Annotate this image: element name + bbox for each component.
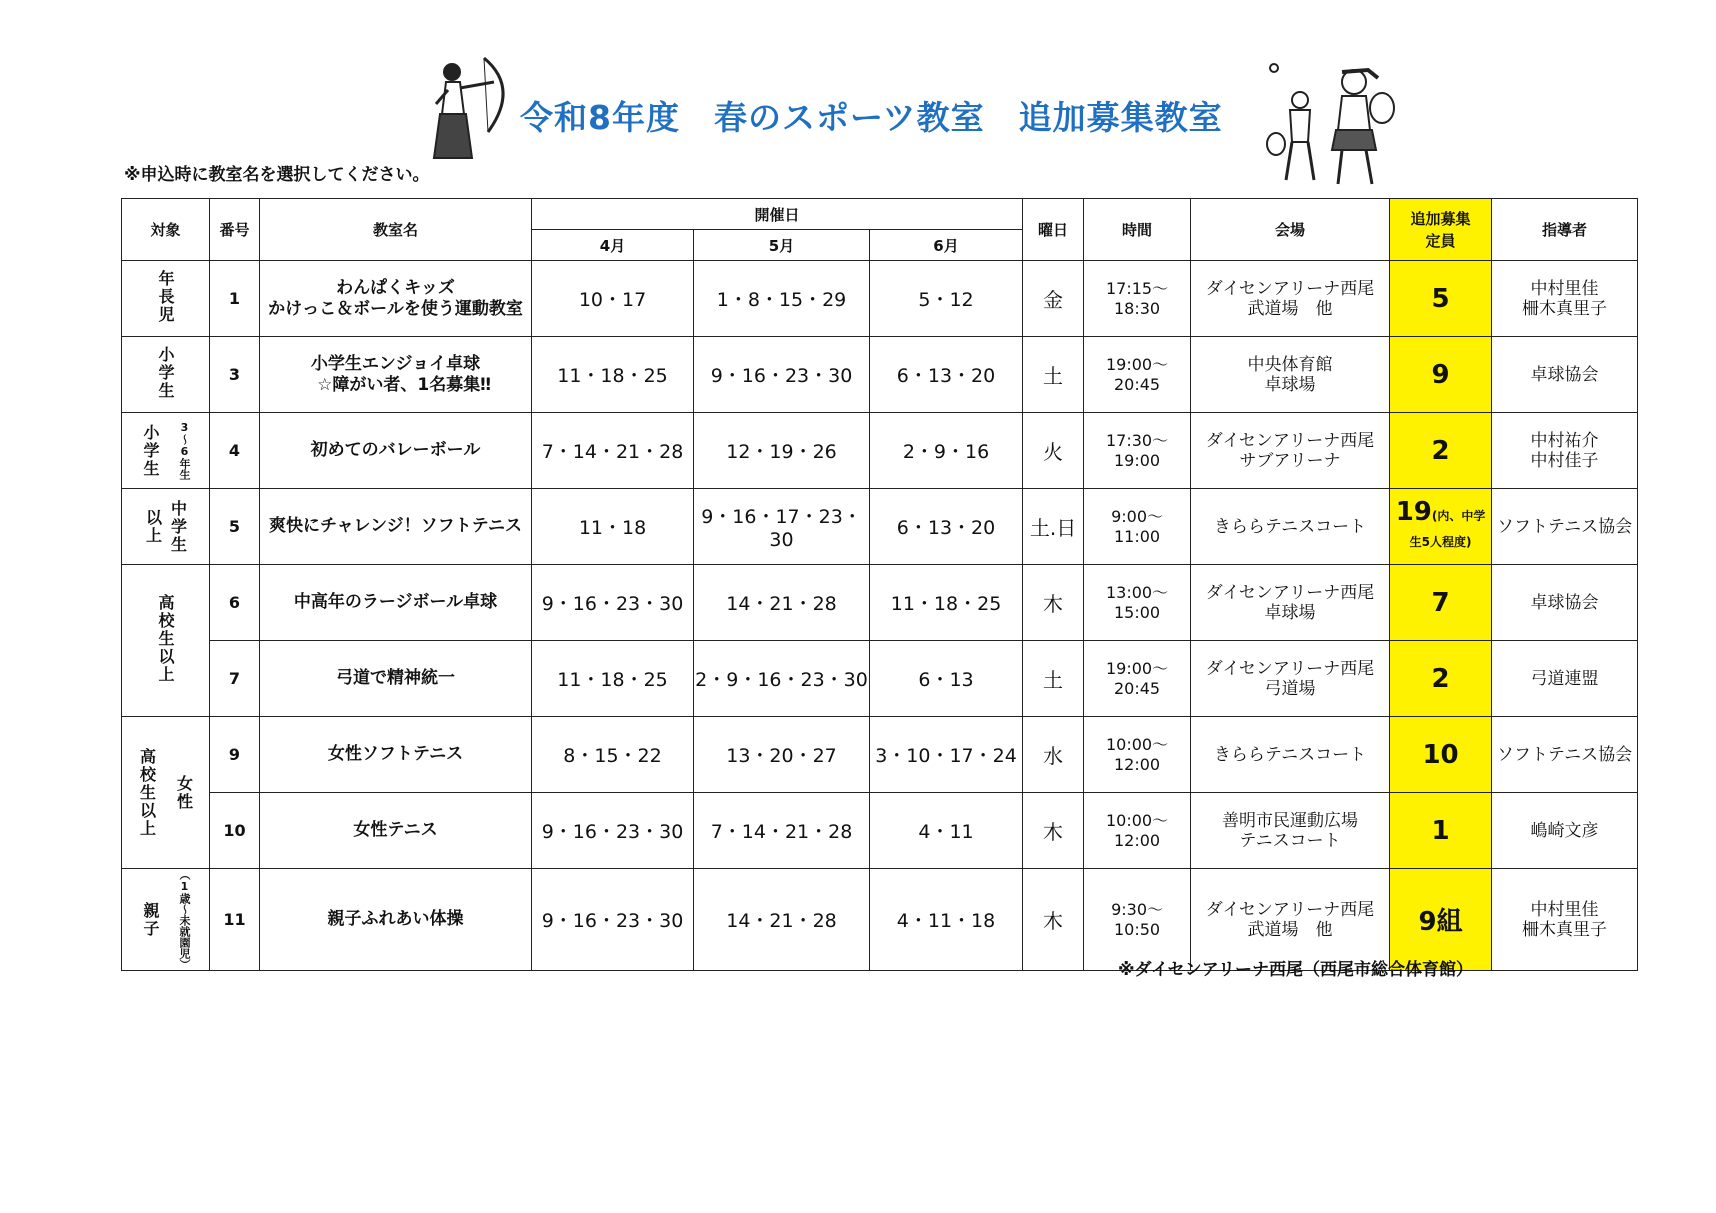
venue <box>1191 261 1390 337</box>
time-start: 17:15〜 <box>1105 278 1169 298</box>
weekday: 木 <box>1023 565 1084 641</box>
june-dates: 6・13・20 <box>870 337 1023 413</box>
class-name-line1: 小学生エンジョイ卓球 <box>310 353 481 374</box>
table-row <box>122 717 1638 793</box>
venue: きららテニスコート <box>1191 489 1390 565</box>
weekday: 土 <box>1023 337 1084 413</box>
venue-line1: ダイセンアリーナ西尾 <box>1205 430 1375 451</box>
april-dates: 9・16・23・30 <box>532 565 694 641</box>
class-number: 9 <box>210 717 260 793</box>
time-end: 20:45 <box>1113 374 1161 394</box>
time-start: 10:00〜 <box>1105 810 1169 830</box>
instructor: 卓球協会 <box>1492 565 1638 641</box>
april-dates: 9・16・23・30 <box>532 793 694 869</box>
june-dates: 5・12 <box>870 261 1023 337</box>
class-name: 弓道で精神統一 <box>260 641 532 717</box>
venue <box>1191 793 1390 869</box>
header-number: 番号 <box>210 199 260 261</box>
tennis-players-illustration <box>1258 60 1398 190</box>
header-april: 4月 <box>532 230 694 261</box>
instructor-line1: 中村里佳 <box>1530 899 1599 920</box>
class-name: 爽快にチャレンジ！ソフトテニス <box>260 489 532 565</box>
class-number: 5 <box>210 489 260 565</box>
target-cell <box>122 717 210 869</box>
time <box>1084 337 1191 413</box>
class-number: 11 <box>210 869 260 971</box>
capacity: 2 <box>1390 641 1492 717</box>
class-name: 中高年のラージボール卓球 <box>260 565 532 641</box>
may-dates: 2・9・16・23・30 <box>694 641 870 717</box>
class-number: 10 <box>210 793 260 869</box>
class-name: 親子ふれあい体操 <box>260 869 532 971</box>
time-start: 9:00〜 <box>1111 506 1163 526</box>
class-number: 6 <box>210 565 260 641</box>
venue <box>1191 413 1390 489</box>
instructor <box>1492 413 1638 489</box>
time-start: 9:30〜 <box>1111 899 1163 919</box>
target-label: 中学生 <box>168 499 188 554</box>
venue-line1: ダイセンアリーナ西尾 <box>1205 899 1375 920</box>
target-label: 高校生以上 <box>137 747 157 838</box>
class-name <box>260 261 532 337</box>
table-row <box>122 641 1638 717</box>
instructor: ソフトテニス協会 <box>1492 489 1638 565</box>
instructor-line2: 中村佳子 <box>1530 450 1599 471</box>
time-start: 13:00〜 <box>1105 582 1169 602</box>
capacity: 9 <box>1390 337 1492 413</box>
venue <box>1191 641 1390 717</box>
time-end: 12:00 <box>1113 830 1161 850</box>
header-time: 時間 <box>1084 199 1191 261</box>
class-number: 4 <box>210 413 260 489</box>
instructor-line1: 中村里佳 <box>1530 278 1599 299</box>
time <box>1084 565 1191 641</box>
capacity: 9組 <box>1390 869 1492 971</box>
header-class-name: 教室名 <box>260 199 532 261</box>
header-june: 6月 <box>870 230 1023 261</box>
may-dates: 13・20・27 <box>694 717 870 793</box>
time-end: 15:00 <box>1113 602 1161 622</box>
june-dates: 11・18・25 <box>870 565 1023 641</box>
target-cell <box>122 413 210 489</box>
capacity: 1 <box>1390 793 1492 869</box>
time <box>1084 489 1191 565</box>
time <box>1084 261 1191 337</box>
header-instructor: 指導者 <box>1492 199 1638 261</box>
instructor-line2: 柵木真里子 <box>1522 298 1608 319</box>
instructor <box>1492 869 1638 971</box>
may-dates: 14・21・28 <box>694 869 870 971</box>
class-name: 女性テニス <box>260 793 532 869</box>
class-name <box>260 337 532 413</box>
class-number: 7 <box>210 641 260 717</box>
april-dates: 8・15・22 <box>532 717 694 793</box>
table-row <box>122 489 1638 565</box>
target-cell <box>122 337 210 413</box>
target-label: 小学生 <box>141 423 160 478</box>
target-label: 以上 <box>143 508 163 545</box>
june-dates: 6・13 <box>870 641 1023 717</box>
venue-line1: ダイセンアリーナ西尾 <box>1205 278 1375 299</box>
venue-line2: 武道場 他 <box>1247 298 1333 319</box>
venue-line2: サブアリーナ <box>1239 450 1341 471</box>
table-row <box>122 793 1638 869</box>
may-dates: 1・8・15・29 <box>694 261 870 337</box>
june-dates: 6・13・20 <box>870 489 1023 565</box>
capacity <box>1390 489 1492 565</box>
header-capacity-line2: 定員 <box>1425 231 1456 250</box>
capacity: 10 <box>1390 717 1492 793</box>
header-target: 対象 <box>122 199 210 261</box>
may-dates: 12・19・26 <box>694 413 870 489</box>
time <box>1084 793 1191 869</box>
header-may: 5月 <box>694 230 870 261</box>
capacity: 2 <box>1390 413 1492 489</box>
weekday: 木 <box>1023 869 1084 971</box>
note-select-class: ※申込時に教室名を選択してください。 <box>124 165 430 185</box>
class-name-line2: かけっこ＆ボールを使う運動教室 <box>268 298 523 319</box>
april-dates: 10・17 <box>532 261 694 337</box>
venue: きららテニスコート <box>1191 717 1390 793</box>
time <box>1084 641 1191 717</box>
june-dates: 4・11 <box>870 793 1023 869</box>
header-venue: 会場 <box>1191 199 1390 261</box>
target-sublabel: （1歳〜未就園児） <box>178 869 191 970</box>
instructor-line1: 中村祐介 <box>1530 430 1599 451</box>
archer-illustration <box>428 54 528 164</box>
venue-line1: ダイセンアリーナ西尾 <box>1205 658 1375 679</box>
time-end: 18:30 <box>1113 298 1161 318</box>
schedule-table <box>121 198 1638 971</box>
time <box>1084 413 1191 489</box>
june-dates: 4・11・18 <box>870 869 1023 971</box>
instructor-line2: 柵木真里子 <box>1522 919 1608 940</box>
time-start: 19:00〜 <box>1105 354 1169 374</box>
venue-line1: 中央体育館 <box>1247 354 1333 375</box>
header-dates: 開催日 <box>532 199 1023 230</box>
may-dates: 9・16・17・23・30 <box>694 489 870 565</box>
target-cell <box>122 261 210 337</box>
weekday: 火 <box>1023 413 1084 489</box>
capacity: 7 <box>1390 565 1492 641</box>
venue-line2: 弓道場 <box>1264 678 1316 699</box>
time-start: 17:30〜 <box>1105 430 1169 450</box>
target-sublabel: 女性 <box>174 774 194 811</box>
time-end: 10:50 <box>1113 919 1161 939</box>
time-start: 10:00〜 <box>1105 734 1169 754</box>
weekday: 土 <box>1023 641 1084 717</box>
weekday: 水 <box>1023 717 1084 793</box>
header-capacity-line1: 追加募集 <box>1410 209 1471 228</box>
page-title: 令和8年度 春のスポーツ教室 追加募集教室 <box>520 98 1223 137</box>
target-cell <box>122 565 210 717</box>
april-dates: 7・14・21・28 <box>532 413 694 489</box>
venue-line2: 卓球場 <box>1264 374 1316 395</box>
venue <box>1191 565 1390 641</box>
april-dates: 11・18・25 <box>532 641 694 717</box>
june-dates: 2・9・16 <box>870 413 1023 489</box>
venue-line2: 武道場 他 <box>1247 919 1333 940</box>
table-row <box>122 337 1638 413</box>
may-dates: 14・21・28 <box>694 565 870 641</box>
header-weekday: 曜日 <box>1023 199 1084 261</box>
target-sublabel: 3〜6年生 <box>178 421 191 480</box>
table-row <box>122 261 1638 337</box>
target-cell <box>122 489 210 565</box>
class-name: 女性ソフトテニス <box>260 717 532 793</box>
april-dates: 11・18・25 <box>532 337 694 413</box>
time-end: 12:00 <box>1113 754 1161 774</box>
class-name-line2: ☆障がい者、1名募集‼ <box>300 374 491 395</box>
weekday: 金 <box>1023 261 1084 337</box>
venue-line2: 卓球場 <box>1264 602 1316 623</box>
capacity: 5 <box>1390 261 1492 337</box>
time-start: 19:00〜 <box>1105 658 1169 678</box>
instructor: 嶋崎文彦 <box>1492 793 1638 869</box>
april-dates: 9・16・23・30 <box>532 869 694 971</box>
april-dates: 11・18 <box>532 489 694 565</box>
time <box>1084 717 1191 793</box>
instructor: 弓道連盟 <box>1492 641 1638 717</box>
capacity-value: 19 <box>1395 496 1432 527</box>
instructor: 卓球協会 <box>1492 337 1638 413</box>
time-end: 20:45 <box>1113 678 1161 698</box>
target-label: 年長児 <box>156 269 175 324</box>
target-cell <box>122 869 210 971</box>
header-capacity <box>1390 199 1492 261</box>
instructor <box>1492 261 1638 337</box>
venue-line1: ダイセンアリーナ西尾 <box>1205 582 1375 603</box>
target-label: 小学生 <box>156 345 175 400</box>
time-end: 11:00 <box>1113 526 1161 546</box>
venue-line2: テニスコート <box>1239 830 1341 851</box>
weekday: 木 <box>1023 793 1084 869</box>
weekday: 土.日 <box>1023 489 1084 565</box>
table-row <box>122 565 1638 641</box>
instructor: ソフトテニス協会 <box>1492 717 1638 793</box>
target-label: 親子 <box>141 901 160 938</box>
june-dates: 3・10・17・24 <box>870 717 1023 793</box>
capacity-note: (内、中学生5人程度) <box>1409 508 1486 549</box>
venue <box>1191 337 1390 413</box>
time-end: 19:00 <box>1113 450 1161 470</box>
venue-line1: 善明市民運動広場 <box>1222 810 1359 831</box>
table-row <box>122 413 1638 489</box>
class-number: 1 <box>210 261 260 337</box>
may-dates: 7・14・21・28 <box>694 793 870 869</box>
venue-footnote: ※ダイセンアリーナ西尾（西尾市総合体育館） <box>1118 960 1473 980</box>
class-number: 3 <box>210 337 260 413</box>
target-label: 高校生以上 <box>156 593 175 684</box>
class-name: 初めてのバレーボール <box>260 413 532 489</box>
class-name-line1: わんぱくキッズ <box>336 277 455 298</box>
may-dates: 9・16・23・30 <box>694 337 870 413</box>
